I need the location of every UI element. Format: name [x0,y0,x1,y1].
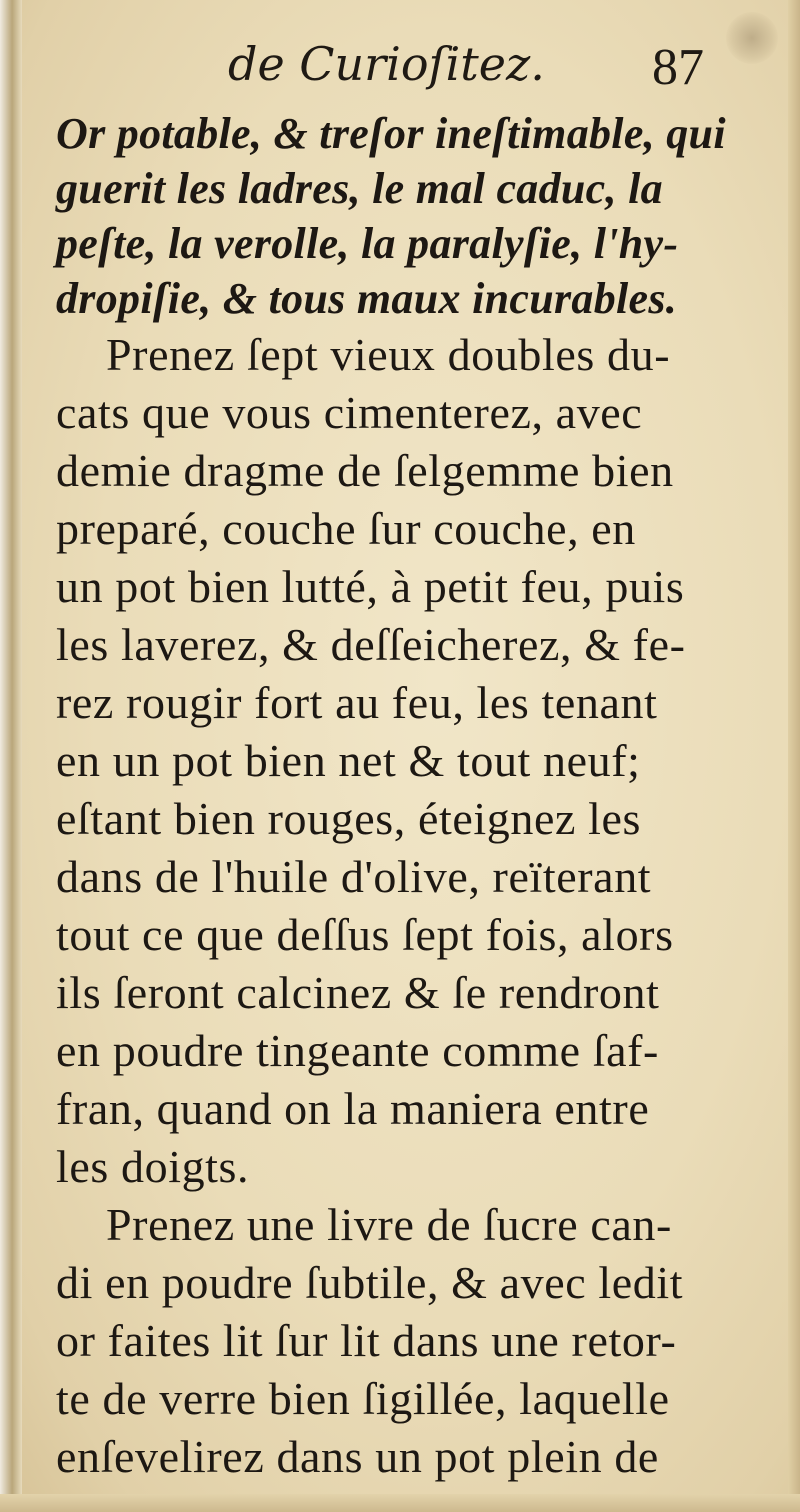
text-line: fran, quand on la maniera entre [56,1083,650,1134]
page-header [0,34,800,104]
page-number: 87 [652,39,704,96]
text-line: te de verre bien ſigillée, laquelle [56,1373,670,1424]
page-right-edge [788,0,800,1512]
running-head: de Curioſitez. [228,37,545,91]
text-line: Prenez ſept vieux doubles du- [106,329,671,380]
text-line: en poudre tingeante comme ſaf- [56,1025,659,1076]
text-line: les doigts. [56,1141,250,1192]
text-line: ils ſeront calcinez & ſe rendront [56,967,660,1018]
paragraph-2 [56,1196,746,1486]
text-line: eſtant bien rouges, éteignez les [56,793,642,844]
text-line: di en poudre ſubtile, & avec ledit [56,1257,684,1308]
heading-line: dropiſie, & tous maux incurables. [56,274,678,323]
text-line: cats que vous cimenterez, avec [56,387,643,438]
text-line: les laverez, & deſſeicherez, & fe- [56,619,686,670]
heading-line: guerit les ladres, le mal caduc, la [56,164,663,213]
page-gutter-edge [0,0,22,1512]
recipe-heading [56,106,746,326]
text-line: un pot bien lutté, à petit feu, puis [56,561,685,612]
text-line: preparé, couche ſur couche, en [56,503,636,554]
text-line: Prenez une livre de ſucre can- [106,1199,672,1250]
text-line: dans de l'huile d'olive, reïterant [56,851,652,902]
text-line: en un pot bien net & tout neuf; [56,735,641,786]
text-line: rez rougir fort au feu, les tenant [56,677,658,728]
text-line: demie dragme de ſelgemme bien [56,445,674,496]
paragraph-1 [56,326,746,1196]
heading-line: peſte, la verolle, la paralyſie, l'hy- [56,219,679,268]
page-body [56,106,746,1486]
page-bottom-edge [0,1494,800,1512]
text-line: enſevelirez dans un pot plein de [56,1431,659,1482]
heading-line: Or potable, & treſor ineſtimable, qui [56,109,726,158]
text-line: tout ce que deſſus ſept fois, alors [56,909,674,960]
text-line: or faites lit ſur lit dans une retor- [56,1315,677,1366]
